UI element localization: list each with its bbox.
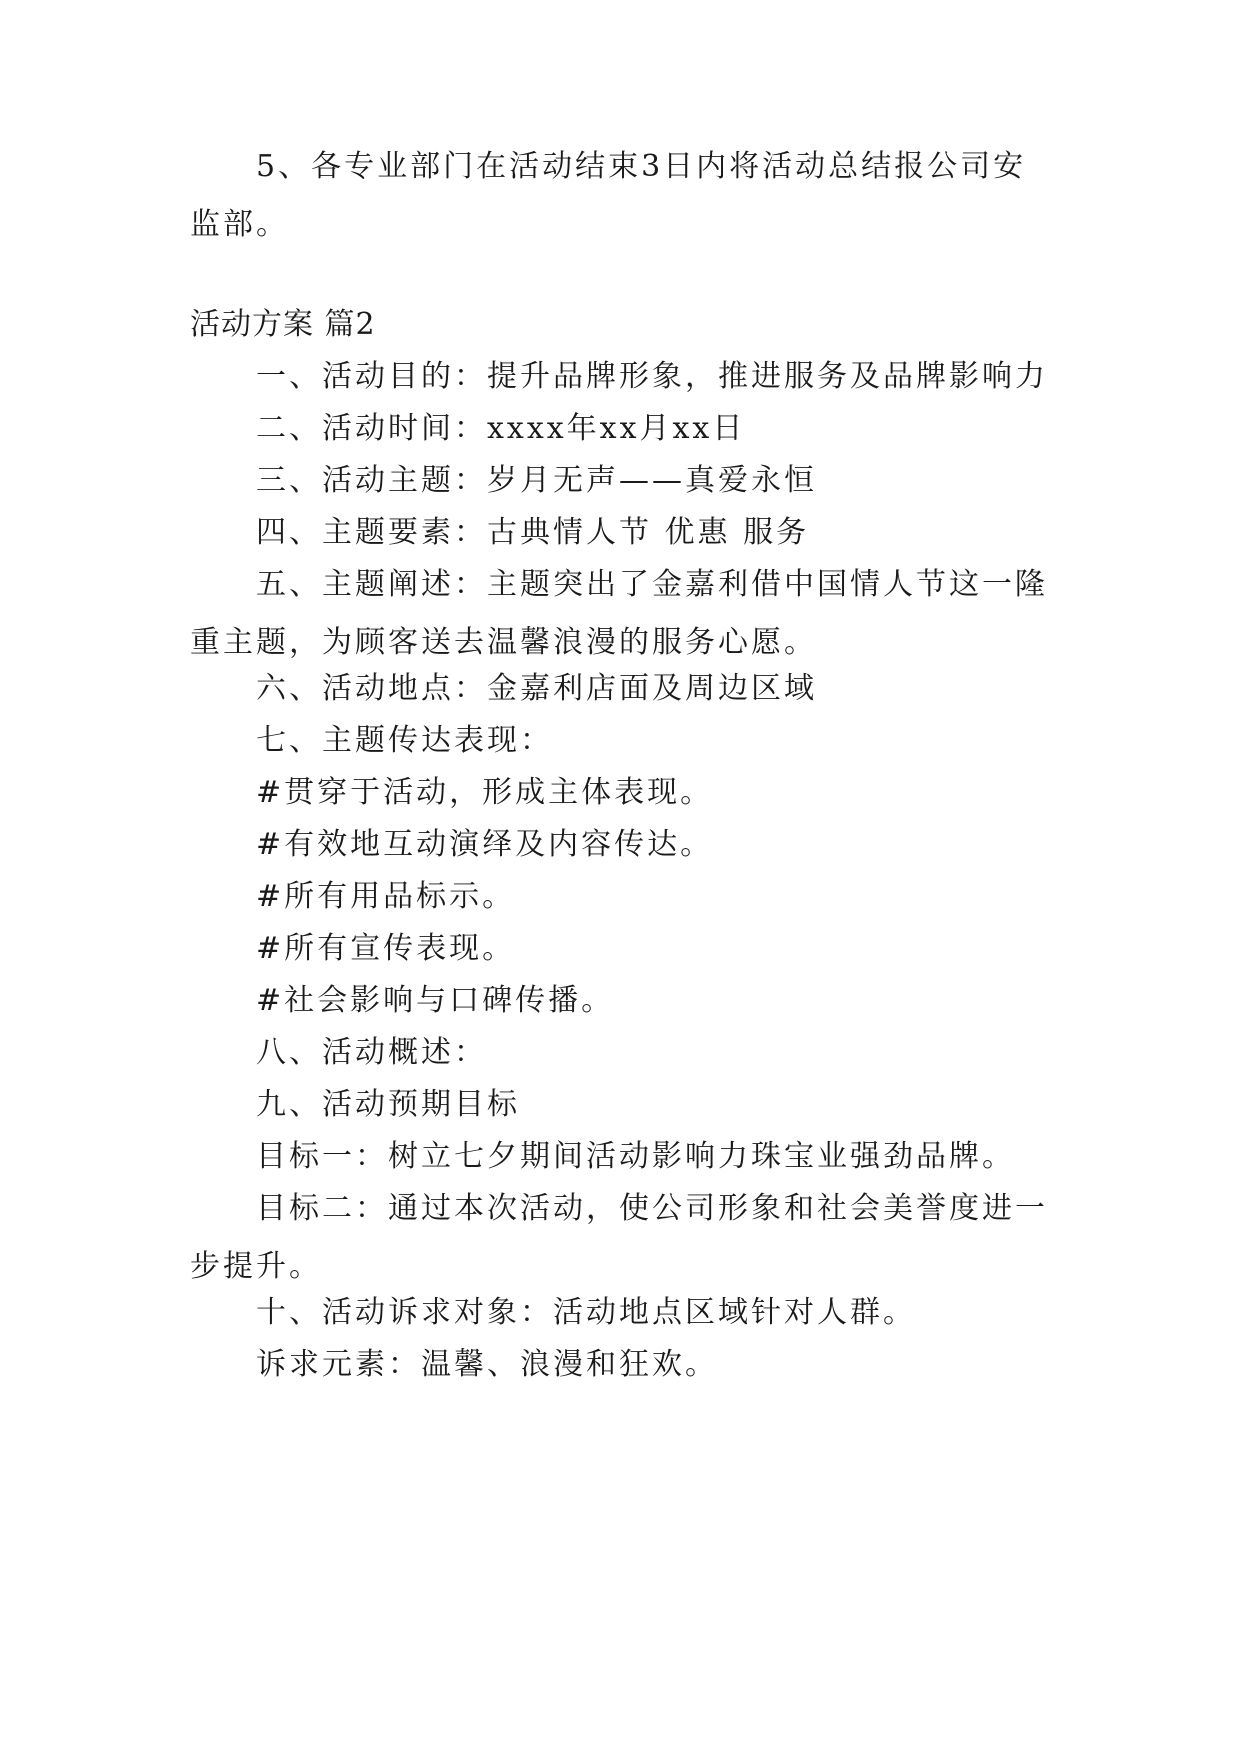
item-overview: 八、活动概述： xyxy=(256,1035,487,1070)
item-theme-elements: 四、主题要素：古典情人节 优惠 服务 xyxy=(256,515,810,550)
expression-point-2: #有效地互动演绎及内容传达。 xyxy=(256,827,714,862)
item-location: 六、活动地点：金嘉利店面及周边区域 xyxy=(256,671,817,706)
section-title: 活动方案 篇2 xyxy=(190,307,376,342)
expression-point-3: #所有用品标示。 xyxy=(256,879,516,914)
expression-point-1: #贯穿于活动，形成主体表现。 xyxy=(256,775,714,810)
item-target-audience: 十、活动诉求对象：活动地点区域针对人群。 xyxy=(256,1295,916,1330)
expression-point-4: #所有宣传表现。 xyxy=(256,931,516,966)
item-theme-expression: 七、主题传达表现： xyxy=(256,723,553,758)
expression-point-5: #社会影响与口碑传播。 xyxy=(256,983,615,1018)
appeal-elements: 诉求元素：温馨、浪漫和狂欢。 xyxy=(256,1347,718,1382)
item-expected-goals: 九、活动预期目标 xyxy=(256,1087,520,1122)
item-purpose: 一、活动目的：提升品牌形象，推进服务及品牌影响力 xyxy=(256,359,1048,394)
item-time: 二、活动时间：xxxx年xx月xx日 xyxy=(256,411,746,446)
goal-one: 目标一：树立七夕期间活动影响力珠宝业强劲品牌。 xyxy=(256,1139,1015,1174)
item-theme-explanation: 五、主题阐述：主题突出了金嘉利借中国情人节这一隆重主题，为顾客送去温馨浪漫的服务心愿。 xyxy=(190,567,1048,660)
item-theme: 三、活动主题：岁月无声——真爱永恒 xyxy=(256,463,817,498)
paragraph-summary-deadline: 5、各专业部门在活动结束3日内将活动总结报公司安监部。 xyxy=(190,149,1027,242)
goal-two: 目标二：通过本次活动，使公司形象和社会美誉度进一步提升。 xyxy=(190,1191,1048,1284)
